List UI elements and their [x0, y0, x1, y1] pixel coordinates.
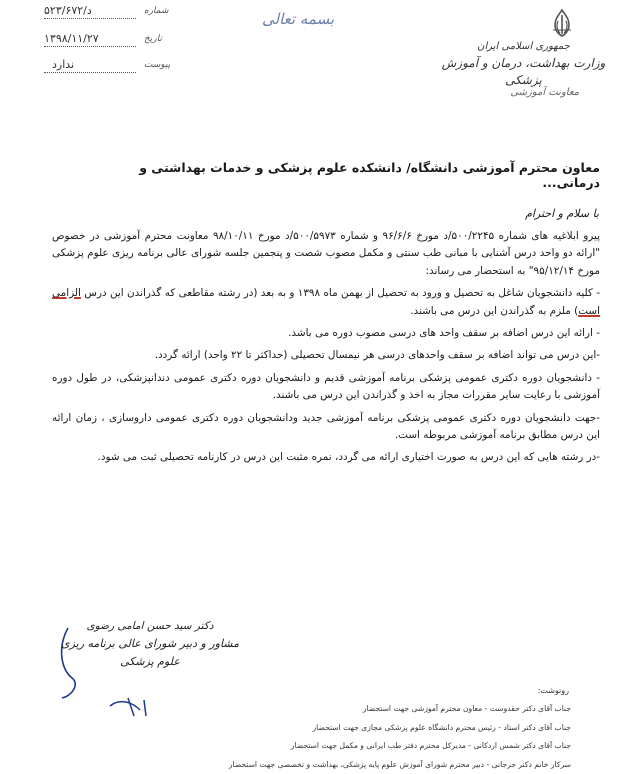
signer-title: مشاور و دبیر شورای عالی برنامه ریزی علوم پزشکی [60, 637, 240, 668]
letter-number-label: شماره [144, 6, 169, 16]
letter-attachment-label: پیوست [144, 60, 171, 70]
letter-date-label: تاریخ [144, 34, 162, 44]
basmala: بسمه تعالی [262, 10, 335, 28]
clause-3: -این درس می تواند اضافه بر سقف واحدهای درسی هر نیمسال تحصیلی (حداکثر تا ۲۲ واحد) ارائه گردد. [154, 349, 600, 362]
clause-6: -در رشته هایی که این درس به صورت اختیاری ارائه می گردد، نمره مثبت این درس در کارنامه تحصیلی ثبت می شود. [97, 451, 600, 464]
ministry-line2: وزارت بهداشت، درمان و آموزش پزشکی [441, 56, 606, 87]
addressee: معاون محترم آموزشی دانشگاه/ دانشکده علوم پزشکی و خدمات بهداشتی و درمانی... [139, 160, 600, 190]
signer-name: دکتر سید حسن امامی رضوی [86, 620, 214, 632]
cc-item: جناب آقای دکتر استاد - رئیس محترم دانشگاه علوم پزشکی مجازی جهت استحضار [312, 722, 571, 732]
highlighted-phrase: الزامی است [52, 287, 600, 317]
cc-heading: رونوشت: [537, 686, 569, 695]
clause-4: - دانشجویان دوره دکتری عمومی پزشکی برنامه آموزشی قدیم و دانشجویان دوره دکتری عمومی دندانپزشکی، در طول دوره آموزشی با رعایت سایر مقررات مجاز به اخذ و گذراندن این درس می باشند. [52, 371, 600, 402]
iran-emblem-icon [549, 8, 575, 38]
ministry-name [436, 38, 611, 89]
signer-block [60, 617, 240, 671]
letter-body [52, 228, 600, 472]
clause-1: - کلیه دانشجویان شاغل به تحصیل و ورود به تحصیل از بهمن ماه ۱۳۹۸ و به بعد (در رشته مقاطعی که گذراندن این درس الزامی است) ملزم به گذراندن این درس می باشند. [52, 287, 600, 317]
greeting: با سلام و احترام [525, 207, 599, 220]
cc-item: جناب آقای دکتر شمس اردکانی - مدیرکل محترم دفتر طب ایرانی و مکمل جهت استحضار [290, 741, 571, 750]
letter-date-value: ۱۳۹۸/۱۱/۲۷ [44, 32, 99, 45]
letter-number-value: ۵۲۳/۶۷۲/د [44, 4, 92, 17]
intro-paragraph: پیرو ابلاغیه های شماره ۵۰۰/۲۲۴۵/د مورخ ۹۶/۶/۶ و شماره ۵۰۰/۵۹۷۳/د مورخ ۹۸/۱۰/۱۱ معاونت محترم آموزشی در خصوص "ارائه دو واحد درس آشنایی با مبانی طب سنتی و مکمل مصوب شصت و پنجمین جلسه شورای عالی برنامه ریزی علوم پزشکی مورخ ۹۵/۱۲/۱۴" به استحضار می رساند: [52, 230, 600, 277]
cc-item: سرکار خانم دکتر جرجانی - دبیر محترم شورای آموزش علوم پایه پزشکی، بهداشت و تخصصی جهت استحضار [228, 759, 571, 769]
clause-5: -جهت دانشجویان دوره دکتری عمومی پزشکی برنامه آموزشی جدید ودانشجویان دوره دکتری عمومی داروسازی ، زمان ارائه این درس مطابق برنامه آموزشی مربوطه است. [52, 411, 600, 442]
ministry-line1: جمهوری اسلامی ایران [477, 41, 570, 52]
deputy-name: معاونت آموزشی [510, 87, 579, 98]
letter-attachment-value: ندارد [52, 58, 75, 71]
cc-list [185, 700, 571, 774]
clause-2: - ارائه این درس اضافه بر سقف واحد های درسی مصوب دوره می باشد. [288, 327, 600, 340]
cc-item: جناب آقای دکتر حقدوست - معاون محترم آموزشی جهت استحضار [362, 704, 571, 713]
